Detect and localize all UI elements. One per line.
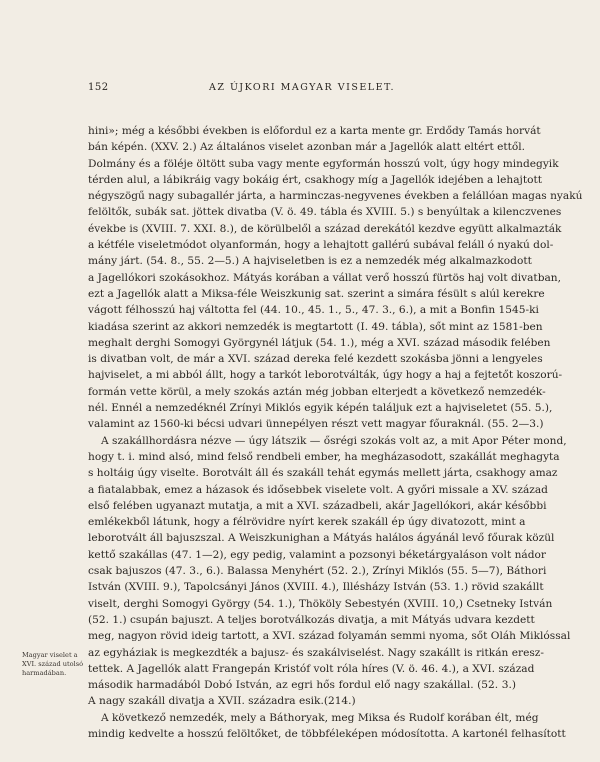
text-line: valamint az 1560-ki bécsi udvari ünnepélyen részt vett magyar főuraknál. (55. 2—3.) (88, 418, 544, 431)
text-line: meghalt derghi Somogyi Györgynél látjuk (54. 1.), még a XVI. század második felében (88, 336, 551, 349)
text-line: meg, nagyon rövid ideig tartott, a XVI. század folyamán semmi nyoma, sőt Oláh Miklóssal (88, 630, 571, 643)
text-line: második harmadából Dobó István, az egri hős fordul elő nagy szakállal. (52. 3.) (88, 679, 516, 692)
text-line: s holtáig úgy viselte. Borotvált áll és szakáll tehát egymás mellett járta, csakhogy amaz (88, 467, 558, 480)
text-line: ezt a Jagellók alatt a Miksa-féle Weiszkunig sat. szerint a simára fésült s alúl kerekre (88, 287, 545, 300)
text-line: A következő nemzedék, mely a Báthoryak, meg Miksa és Rudolf korában élt, még (101, 711, 539, 724)
text-line: is divatban volt, de már a XVI. század dereka felé kezdett szokásba jönni a lengyeles (88, 353, 543, 366)
text-line: leborotvált áll bajuszszal. A Weiszkunighan a Mátyás halálos ágyánál levő főurak közül (88, 532, 555, 545)
text-line: a Jagellókori szokásokhoz. Mátyás korában a vállat verő hosszú fürtös haj volt divatban, (88, 271, 561, 284)
text-line: évekbe is (XVIII. 7. XXI. 8.), de körülbelől a század derekától kezdve együtt alkalmazták (88, 222, 562, 235)
text-line: A szakállhordásra nézve — úgy látszik — ősrégi szokás volt az, a mit Apor Péter mond, (101, 434, 567, 447)
text-line: István (XVIII. 9.), Tapolcsányi János (XVIII. 4.), Illésházy István (53. 1.) rövid szakállt (88, 581, 544, 594)
text-line: (52. 1.) csupán bajuszt. A teljes borotválkozás divatja, a mit Mátyás udvara kezdett (88, 613, 535, 626)
text-line: hogy t. i. mind alsó, mind felső rendbeli ember, ha megházasodott, szakállát meghagyta (88, 450, 560, 463)
text-line: az egyháziak is megkezdték a bajusz- és szakálviselést. Nagy szakállt is ritkán eresz- (88, 646, 544, 659)
text-line: a fiatalabbak, emez a házasok és idősebbek viselete volt. A győri missale a XV. század (88, 483, 548, 496)
text-line: csak bajuszos (47. 3., 6.). Balassa Menyhért (52. 2.), Zrínyi Miklós (55. 5—7), Báthori (88, 565, 547, 578)
running-title: AZ ÚJKORI MAGYAR VISELET. (209, 82, 395, 93)
text-line: mindig kedvelte a hosszú felöltőket, de többféleképen módosította. A kartonél felhasított (88, 727, 566, 740)
text-line: mány járt. (54. 8., 55. 2—5.) A hajviseletben is ez a nemzedék még alkalmazkodott (88, 255, 532, 268)
page-number: 152 (88, 82, 109, 93)
text-line: A nagy szakáll divatja a XVII. századra esik.(214.) (88, 695, 356, 708)
margin-note-line: XVI. század utolsó (22, 660, 84, 668)
text-line: első felében ugyanazt mutatja, a mit a XVI. századbeli, akár Jagellókori, akár későbbi (88, 499, 547, 512)
text-line: bán képén. (XXV. 2.) Az általános viselet azonban már a Jagellók alatt eltért ettől. (88, 141, 525, 154)
text-line: négyszögű nagy subagallér járta, a harminczas-negyvenes években a felállóan magas nyakú (88, 190, 583, 203)
text-line: hajviselet, a mi abból állt, hogy a tarkót leborotválták, úgy hogy a haj a fejtetőt koszorú- (88, 369, 563, 382)
text-line: vágott félhosszú haj váltotta fel (44. 10., 45. 1., 5., 47. 3., 6.), a mit a Bonfin 1545-ki (88, 304, 539, 317)
text-line: viselt, derghi Somogyi György (54. 1.), Thököly Sebestyén (XVIII. 10,) Csetneky István (88, 597, 553, 610)
margin-note-line: harmadában. (22, 669, 67, 677)
text-line: térden alul, a lábikráig vagy bokáig ért, csakhogy míg a Jagellók idejében a lehajtott (88, 173, 542, 186)
text-line: emlékekből látunk, hogy a félrövidre nyírt kerek szakáll ép úgy divatozott, mint a (88, 516, 526, 529)
text-line: nél. Ennél a nemzedéknél Zrínyi Miklós egyik képén találjuk ezt a hajviseletet (55. 5.), (88, 402, 553, 415)
text-line: hini»; még a későbbi években is előfordul ez a karta mente gr. Erdődy Tamás horvát (88, 125, 541, 137)
text-line: Dolmány és a föléje öltött suba vagy mente egyformán hosszú volt, úgy hogy mindegyik (88, 157, 559, 170)
margin-note-line: Magyar viselet a (22, 651, 78, 659)
text-line: kiadása szerint az akkori nemzedék is megtartott (I. 49. tábla), sőt mint az 1581-ben (88, 320, 543, 333)
text-line: a kétféle viseletmódot olyanformán, hogy a lehajtott gallérú subával feláll ó nyakú dol- (88, 239, 554, 252)
body-text (88, 123, 583, 742)
text-line: kettő szakállas (47. 1—2), egy pedig, valamint a pozsonyi béketárgyaláson volt nádor (88, 548, 546, 561)
text-line: formán vette körül, a mely szokás aztán még jobban elterjedt a következő nemzedék- (88, 385, 546, 398)
page-header (88, 82, 516, 98)
margin-note (22, 651, 82, 678)
text-line: tettek. A Jagellók alatt Frangepán Kristóf volt róla híres (V. ö. 46. 4.), a XVI. század (88, 662, 535, 675)
text-line: felöltők, subák sat. jöttek divatba (V. ö. 49. tábla és XVIII. 5.) s benyúltak a kilenczvenes (88, 206, 562, 219)
